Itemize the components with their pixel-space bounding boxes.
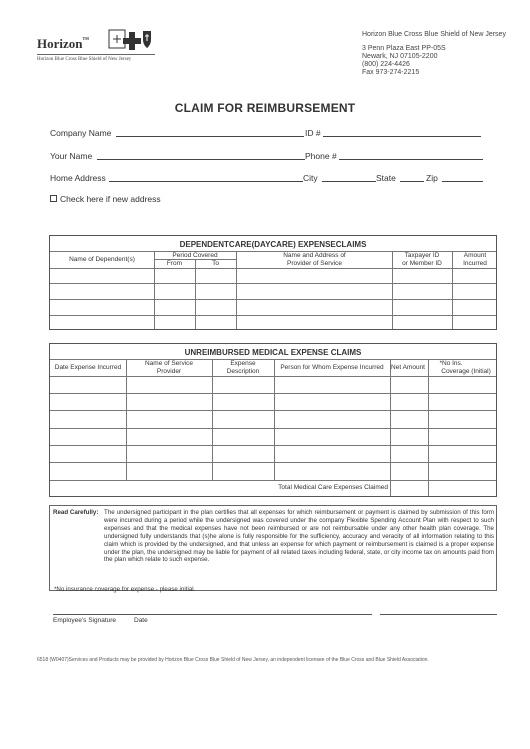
- form-title: CLAIM FOR REIMBURSEMENT: [174, 101, 356, 115]
- divider: [50, 480, 496, 481]
- company-name-field[interactable]: [116, 136, 304, 137]
- signature-line[interactable]: [53, 614, 372, 615]
- divider: [50, 428, 496, 429]
- no-insurance-note: *No insurance coverage for expense - please initial.: [54, 586, 196, 593]
- dependent-care-table: [49, 235, 497, 330]
- divider: [392, 251, 393, 329]
- home-address-field[interactable]: [109, 181, 303, 182]
- medical-table-title: UNREIMBURSED MEDICAL EXPENSE CLAIMS: [184, 348, 362, 357]
- col-service-provider-line1: Name of Service: [144, 360, 194, 367]
- new-address-checkbox[interactable]: [50, 195, 57, 202]
- col-provider-line2: Provider of Service: [287, 260, 342, 267]
- divider: [50, 315, 496, 316]
- your-name-label: Your Name: [50, 151, 93, 161]
- zip-label: Zip: [426, 173, 438, 183]
- id-field[interactable]: [323, 136, 481, 137]
- divider: [154, 251, 155, 329]
- divider: [50, 445, 496, 446]
- city-field[interactable]: [322, 181, 376, 182]
- read-carefully-box: [49, 505, 497, 591]
- col-name-of-dependent: Name of Dependent(s): [69, 256, 135, 263]
- read-carefully-text: The undersigned participant in the plan certifies that all expenses for which reimbursement or payment is claimed by submission of this form were incurred during a period while the undersigned was covered under the company Flexible Spending Account Plan with respect to such expenses and that the medical expenses have not been reimbursed or are not reimbursable under any other health plan coverage. The undersigned fully understands that (s)he alone is fully responsible for the sufficiency, accuracy and veracity of all information relating to this claim which is provided by the undersigned, and that unless an expense for which payment or reimbursement is claimed is a proper expense under the plan, the undersigned may be liable for payment of all related taxes including federal, state, or city income tax on amounts paid from the plan which relate to such expense.: [104, 509, 494, 564]
- address-phone: (800) 224-4426: [362, 61, 410, 68]
- divider: [50, 393, 496, 394]
- your-name-field[interactable]: [97, 159, 305, 160]
- divider: [50, 462, 496, 463]
- divider: [236, 251, 237, 329]
- col-period-covered: Period Covered: [172, 252, 218, 259]
- divider: [50, 283, 496, 284]
- col-taxpayer-line2: or Member ID: [402, 260, 442, 267]
- logo-rule: [37, 54, 155, 55]
- col-net-amount: Net Amount: [391, 364, 425, 371]
- col-description-line2: Description: [226, 368, 260, 375]
- home-address-label: Home Address: [50, 173, 106, 183]
- col-description-line1: Expense: [230, 360, 256, 367]
- address-street: 3 Penn Plaza East PP-05S: [362, 45, 446, 52]
- new-address-label: Check here if new address: [60, 194, 161, 204]
- divider: [452, 251, 453, 329]
- initial-line[interactable]: [380, 614, 497, 615]
- col-coverage: Coverage (Initial): [441, 368, 491, 375]
- address-city: Newark, NJ 07105-2200: [362, 53, 438, 60]
- col-amount-line1: Amount: [463, 252, 487, 259]
- phone-field[interactable]: [339, 159, 483, 160]
- logo-subtitle: Horizon Blue Cross Blue Shield of New Jersey: [37, 57, 132, 62]
- total-claimed-label: Total Medical Care Expenses Claimed: [278, 484, 388, 491]
- state-field[interactable]: [400, 181, 424, 182]
- footer-text: 6518 (W0407)Services and Products may be provided by Horizon Blue Cross Blue Shield of New Jersey, an independent licensee of the Blue Cross and Blue Shield Association.: [37, 657, 429, 663]
- col-taxpayer-line1: Taxpayer ID: [404, 252, 440, 259]
- col-from: From: [166, 260, 183, 267]
- logo-word-text: Horizon: [37, 36, 83, 51]
- date-label: Date: [134, 617, 148, 624]
- col-provider-line1: Name and Address of: [283, 252, 346, 259]
- medical-expense-table: [49, 343, 497, 497]
- divider: [50, 376, 496, 377]
- col-to: To: [212, 260, 219, 267]
- state-label: State: [376, 173, 396, 183]
- divider: [50, 410, 496, 411]
- dependent-table-title: DEPENDENTCARE(DAYCARE) EXPENSECLAIMS: [179, 240, 367, 249]
- zip-field[interactable]: [442, 181, 483, 182]
- read-carefully-label: Read Carefully:: [53, 509, 99, 516]
- col-person: Person for Whom Expense Incurred: [280, 364, 384, 371]
- phone-label: Phone #: [305, 151, 337, 161]
- logo-wordmark: [37, 36, 89, 52]
- divider: [195, 259, 196, 329]
- blue-cross-blue-shield-icon: [107, 28, 153, 52]
- col-amount-line2: Incurred: [463, 260, 487, 267]
- company-name-label: Company Name: [50, 128, 112, 138]
- address-fax: Fax 973-274-2215: [362, 69, 420, 76]
- divider: [50, 299, 496, 300]
- col-service-provider-line2: Provider: [156, 368, 182, 375]
- id-label: ID #: [305, 128, 321, 138]
- horizon-logo: [37, 25, 155, 65]
- col-no-ins: *No Ins.: [439, 360, 463, 367]
- employee-signature-label: Employee's Signature: [53, 617, 117, 624]
- col-date-incurred: Date Expense Incurred: [54, 364, 122, 371]
- address-org: Horizon Blue Cross Blue Shield of New Jersey: [362, 31, 506, 38]
- city-label: City: [303, 173, 318, 183]
- logo-tm: TM: [82, 36, 89, 41]
- divider: [50, 268, 496, 269]
